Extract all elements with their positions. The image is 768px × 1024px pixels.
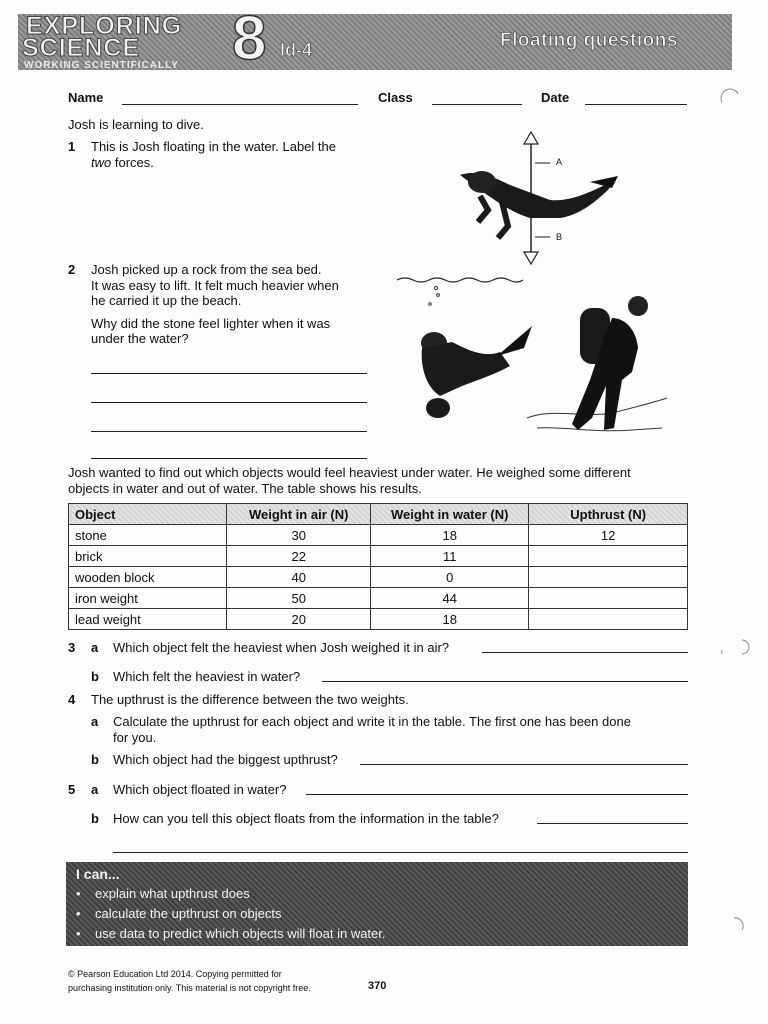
force-label-b: B [556,232,563,242]
i-can-item-text: use data to predict which objects will float in water. [95,926,386,941]
weight-air-cell: 30 [227,525,371,546]
q2-question-line1: Why did the stone feel lighter when it was [91,316,331,331]
brand-line1: EXPLORING [26,12,183,40]
q5a-text: Which object floated in water? [113,782,287,797]
q3a-answer-line[interactable] [482,652,688,653]
q3b-answer-line[interactable] [322,681,688,682]
table-row [69,609,688,630]
q4b-text: Which object had the biggest upthrust? [113,752,338,767]
object-cell: wooden block [69,567,227,588]
i-can-item [76,906,281,921]
weight-water-cell: 11 [371,546,529,567]
copyright-line2: purchasing institution only. This material is not copyright free. [68,983,311,993]
intro-text: Josh is learning to dive. [68,117,204,132]
column-header: Upthrust (N) [529,504,688,525]
i-can-item [76,926,386,941]
q4a-line2: for you. [113,730,157,745]
force-label-a: A [556,157,563,167]
q4b-answer-line[interactable] [360,764,688,765]
q2-question-line2: under the water? [91,331,189,346]
upthrust-cell[interactable]: 12 [529,525,688,546]
object-cell: stone [69,525,227,546]
table-row [69,525,688,546]
table-row [69,546,688,567]
name-field[interactable] [122,104,358,105]
upthrust-cell[interactable] [529,588,688,609]
q2-answer-line[interactable] [91,373,367,374]
q1-line2: two forces. [91,155,154,170]
q4-intro: The upthrust is the difference between the two weights. [91,692,409,707]
q2-line3: he carried it up the beach. [91,293,242,308]
q3-number: 3 [68,640,76,655]
weight-water-cell: 18 [371,609,529,630]
column-header: Object [69,504,227,525]
table-intro-line1: Josh wanted to find out which objects would feel heaviest under water. He weighed some different [68,465,631,480]
date-field[interactable] [585,104,687,105]
q3b-text: Which felt the heaviest in water? [113,669,301,684]
weight-air-cell: 22 [227,546,371,567]
i-can-heading: I can... [76,866,120,882]
table-header-row [69,504,688,525]
q2-answer-line[interactable] [91,431,367,432]
unit-code: Id-4 [280,40,313,60]
q2-line1: Josh picked up a rock from the sea bed. [91,262,322,277]
diver-rock-illustration [392,268,672,448]
column-header: Weight in air (N) [227,504,371,525]
weight-air-cell: 40 [227,567,371,588]
object-cell: iron weight [69,588,227,609]
i-can-item-text: explain what upthrust does [95,886,250,901]
q1-line1: This is Josh floating in the water. Label the [91,139,336,154]
weight-water-cell: 44 [371,588,529,609]
q5b-text: How can you tell this object floats from the information in the table? [113,811,499,826]
q5b-label: b [91,811,99,826]
brand-line3: WORKING SCIENTIFICALLY [24,60,179,71]
upthrust-cell[interactable] [529,609,688,630]
results-table [68,503,688,630]
q5a-label: a [91,782,99,797]
q4a-line1: Calculate the upthrust for each object and write it in the table. The first one has been done [113,714,631,729]
bullet-icon: • [76,926,81,941]
table-row [69,588,688,609]
page-number: 370 [368,980,387,992]
q5b-answer-line[interactable] [113,852,688,853]
name-label: Name [68,90,104,105]
table-intro-line2: objects in water and out of water. The table shows his results. [68,481,422,496]
q5-number: 5 [68,782,76,797]
object-cell: brick [69,546,227,567]
class-label: Class [378,90,413,105]
q3a-label: a [91,640,99,655]
q2-answer-line[interactable] [91,402,367,403]
hole-punch-marks [712,80,752,960]
upthrust-cell[interactable] [529,567,688,588]
weight-water-cell: 18 [371,525,529,546]
sheet-title: Floating questions [500,30,678,51]
q1-number: 1 [68,139,76,154]
weight-air-cell: 20 [227,609,371,630]
class-field[interactable] [432,104,522,105]
q4a-label: a [91,714,99,729]
copyright-line1: © Pearson Education Ltd 2014. Copying permitted for [68,969,282,979]
q4-number: 4 [68,692,76,707]
q3a-text: Which object felt the heaviest when Josh weighed it in air? [113,640,450,655]
column-header: Weight in water (N) [371,504,529,525]
floating-diver-illustration [440,130,630,265]
q2-number: 2 [68,262,76,277]
bullet-icon: • [76,906,81,921]
object-cell: lead weight [69,609,227,630]
upthrust-cell[interactable] [529,546,688,567]
q5a-answer-line[interactable] [306,794,688,795]
q5b-answer-line[interactable] [537,823,688,824]
year-number: 8 [232,4,267,73]
i-can-item [76,886,250,901]
brand-line2: SCIENCE [22,34,141,62]
q2-answer-line[interactable] [91,458,367,459]
weight-air-cell: 50 [227,588,371,609]
bullet-icon: • [76,886,81,901]
q2-line2: It was easy to lift. It felt much heavier when [91,278,339,293]
q4b-label: b [91,752,99,767]
q3b-label: b [91,669,99,684]
table-row [69,567,688,588]
i-can-box [66,862,688,946]
i-can-item-text: calculate the upthrust on objects [95,906,282,921]
date-label: Date [541,90,570,105]
weight-water-cell: 0 [371,567,529,588]
